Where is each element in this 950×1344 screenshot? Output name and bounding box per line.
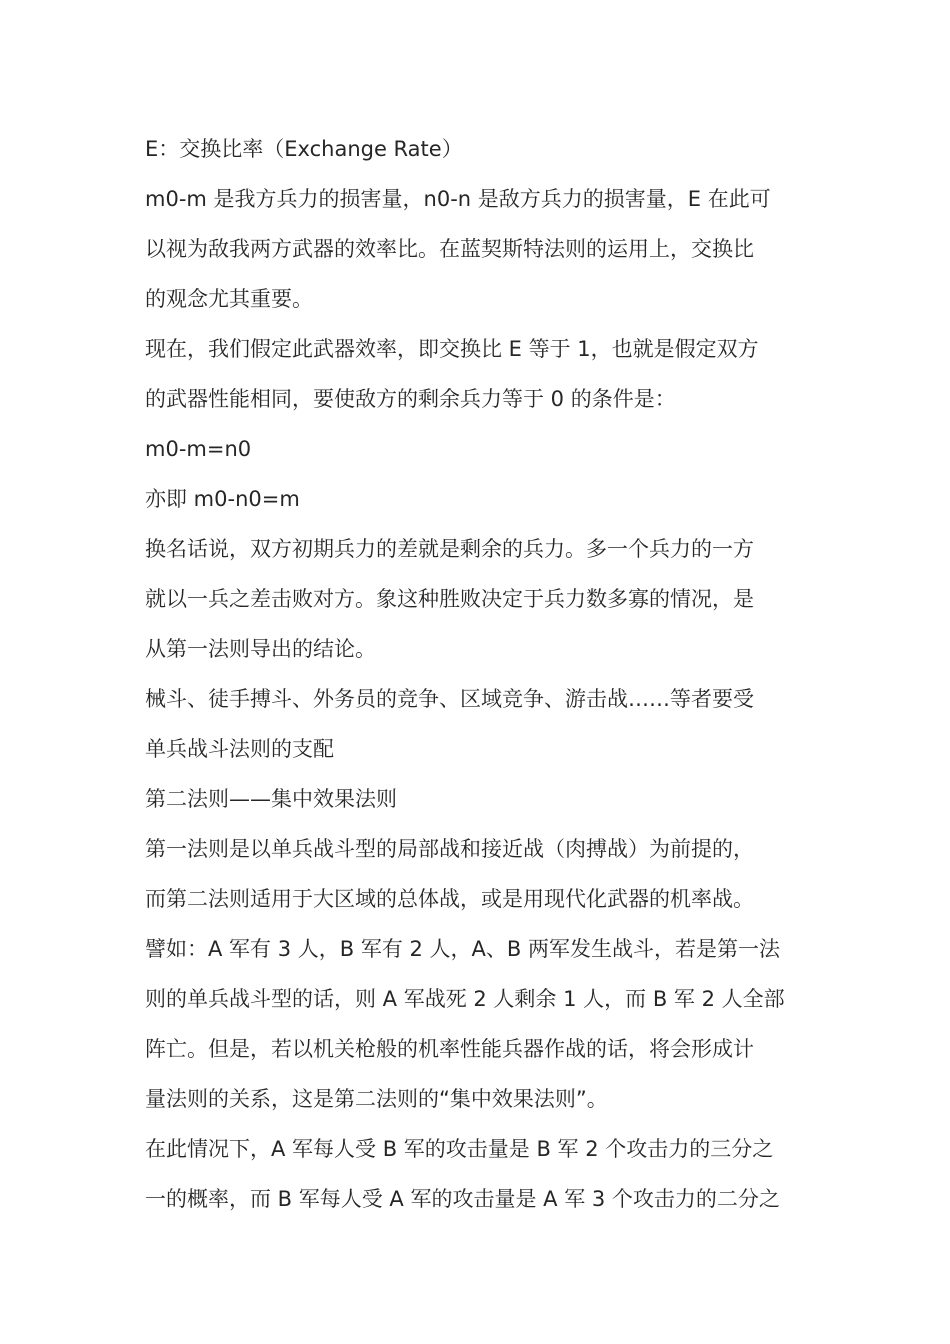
text-line: 以视为敌我两方武器的效率比。在蓝契斯特法则的运用上，交换比	[145, 237, 754, 261]
text-line: 从第一法则导出的结论。	[145, 637, 376, 661]
section-heading: 第二法则——集中效果法则	[145, 787, 397, 811]
text-line: 量法则的关系，这是第二法则的“集中效果法则”。	[145, 1087, 608, 1111]
text-line: 第一法则是以单兵战斗型的局部战和接近战（肉搏战）为前提的，	[145, 837, 754, 861]
text-line: 的观念尤其重要。	[145, 287, 313, 311]
formula-line: 亦即 m0-n0=m	[145, 487, 300, 511]
text-line: 械斗、徒手搏斗、外务员的竞争、区域竞争、游击战……等者要受	[145, 687, 754, 711]
text-line: 而第二法则适用于大区域的总体战，或是用现代化武器的机率战。	[145, 887, 754, 911]
text-line: 一的概率，而 B 军每人受 A 军的攻击量是 A 军 3 个攻击力的二分之	[145, 1187, 780, 1211]
text-line: 现在，我们假定此武器效率，即交换比 E 等于 1，也就是假定双方	[145, 337, 759, 361]
text-line: 在此情况下，A 军每人受 B 军的攻击量是 B 军 2 个攻击力的三分之	[145, 1137, 774, 1161]
document-body	[145, 124, 815, 1224]
formula-line: m0-m=n0	[145, 437, 252, 461]
text-line: 则的单兵战斗型的话，则 A 军战死 2 人剩余 1 人，而 B 军 2 人全部	[145, 987, 785, 1011]
text-line: 就以一兵之差击败对方。象这种胜败决定于兵力数多寡的情况，是	[145, 587, 754, 611]
text-line: m0-m 是我方兵力的损害量，n0-n 是敌方兵力的损害量，E 在此可	[145, 187, 771, 211]
text-line: 的武器性能相同，要使敌方的剩余兵力等于 0 的条件是：	[145, 387, 676, 411]
text-line: E：交换比率（Exchange Rate）	[145, 137, 463, 161]
text-line: 换名话说，双方初期兵力的差就是剩余的兵力。多一个兵力的一方	[145, 537, 754, 561]
text-line: 单兵战斗法则的支配	[145, 737, 334, 761]
text-line: 譬如：A 军有 3 人，B 军有 2 人，A、B 两军发生战斗，若是第一法	[145, 937, 780, 961]
text-line: 阵亡。但是，若以机关枪般的机率性能兵器作战的话，将会形成计	[145, 1037, 754, 1061]
